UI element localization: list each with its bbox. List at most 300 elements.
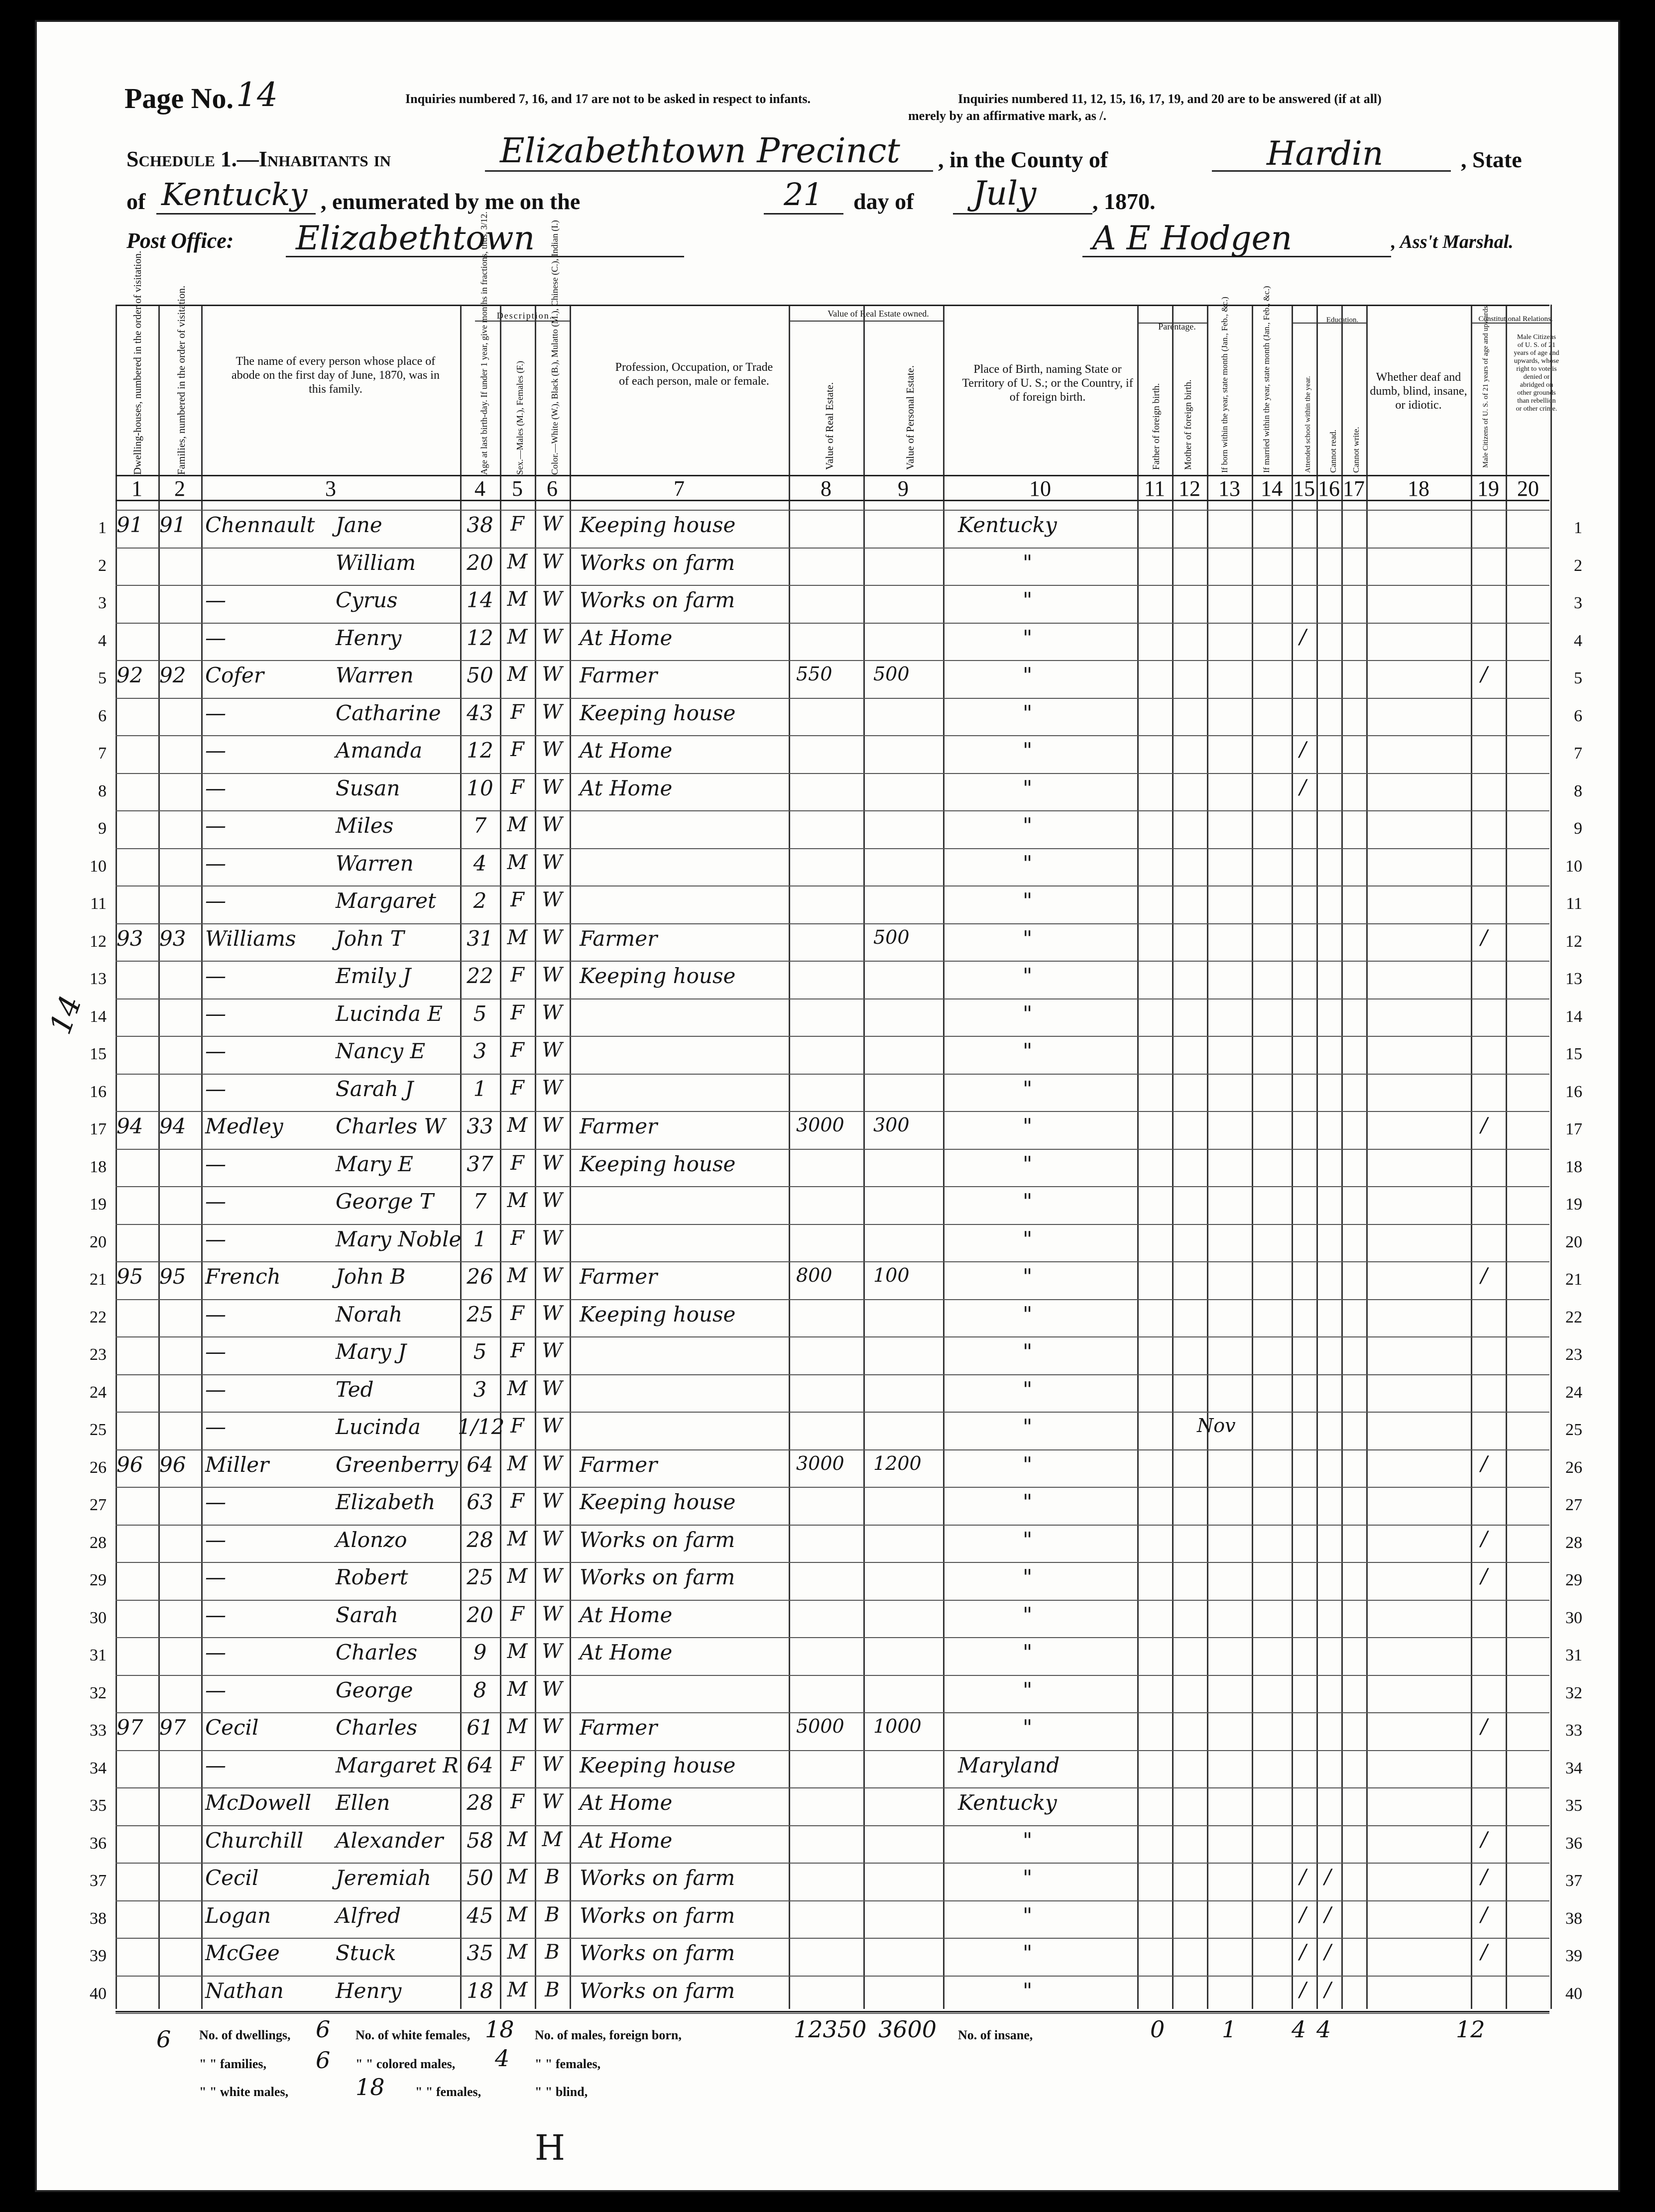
surname: — [205, 700, 226, 725]
surname: Chennault [205, 513, 315, 537]
row-number-right: 36 [1565, 1834, 1582, 1853]
given-name: Emily J [336, 964, 411, 988]
col12-header: Mother of foreign birth. [1183, 379, 1193, 470]
grid-row-line [116, 1712, 1549, 1713]
occupation: Farmer [580, 926, 658, 951]
color: B [545, 1866, 560, 1888]
grid-vline [1366, 305, 1368, 2009]
grid-vline [863, 305, 865, 2009]
dwelling-number: 92 [117, 663, 143, 687]
row-number-right: 10 [1565, 857, 1582, 876]
given-name: Amanda [336, 738, 423, 763]
birthplace: " [1023, 1527, 1033, 1552]
color: W [542, 1677, 563, 1701]
grid-vline [1341, 305, 1343, 2009]
sex: F [510, 1226, 524, 1250]
row-number-right: 13 [1565, 970, 1582, 988]
surname: — [205, 1377, 226, 1402]
grid-row-line [116, 1825, 1549, 1826]
given-name: Jeremiah [336, 1866, 431, 1890]
age: 64 [467, 1753, 493, 1777]
color: W [542, 1189, 563, 1212]
sex: M [507, 851, 528, 874]
age: 50 [467, 663, 493, 687]
color: W [542, 1226, 563, 1250]
dwelling-number: 95 [117, 1264, 143, 1289]
color: W [542, 964, 563, 987]
row-number-left: 35 [90, 1796, 107, 1815]
birthplace: " [1023, 1377, 1033, 1402]
birthplace: " [1023, 550, 1033, 575]
row-number-left: 28 [90, 1533, 107, 1552]
personal-estate-value: 300 [873, 1114, 910, 1136]
real-estate-value: 550 [796, 663, 832, 685]
row-number-left: 18 [90, 1157, 107, 1176]
grid-row-line [116, 1336, 1549, 1337]
age: 18 [467, 1978, 493, 2003]
grid-row-line [116, 623, 1549, 624]
age: 26 [467, 1264, 493, 1289]
birthplace: " [1023, 1151, 1033, 1176]
dwelling-number: 93 [117, 926, 143, 951]
cannot-read-mark: / [1324, 1978, 1331, 2001]
color: W [542, 1565, 563, 1588]
row-number-right: 1 [1574, 519, 1582, 537]
sex: M [507, 1527, 528, 1550]
sex: F [510, 964, 524, 987]
sex: M [507, 1452, 528, 1475]
grid-vline [789, 305, 790, 2009]
color: W [542, 1377, 563, 1400]
column-number: 14 [1261, 476, 1283, 501]
dwelling-number: 96 [117, 1452, 143, 1477]
schedule-label: Schedule 1.—Inhabitants in [126, 147, 391, 171]
row-number-left: 32 [90, 1683, 107, 1702]
grid-subhline [1137, 323, 1207, 324]
sex: F [510, 1602, 524, 1626]
row-number-left: 8 [98, 781, 107, 800]
grid-row-line [116, 1938, 1549, 1939]
color: W [542, 888, 563, 911]
inquiry-note: Inquiries numbered 7, 16, and 17 are not to be asked in respect to infants. [405, 92, 811, 106]
row-number-left: 17 [90, 1120, 107, 1138]
col8-header: Value of Real Estate. [824, 382, 835, 470]
color: W [542, 1302, 563, 1325]
given-name: William [336, 550, 416, 575]
birthplace: " [1023, 813, 1033, 838]
sex: M [507, 1828, 528, 1851]
day-value: 21 [784, 176, 823, 213]
precinct-value: Elizabethtown Precinct [500, 131, 900, 171]
given-name: Jane [336, 513, 382, 537]
column-number: 4 [474, 476, 485, 501]
age: 9 [473, 1640, 487, 1664]
grid-row-line [116, 1787, 1549, 1788]
given-name: Sarah J [336, 1076, 414, 1101]
sex: F [510, 1753, 524, 1776]
surname: — [205, 1415, 226, 1439]
row-number-right: 14 [1565, 1007, 1582, 1026]
row-number-left: 30 [90, 1608, 107, 1627]
sex: M [507, 813, 528, 836]
row-number-right: 40 [1565, 1984, 1582, 2003]
row-number-right: 32 [1565, 1683, 1582, 1702]
grid-subhline [1471, 323, 1550, 324]
occupation: Works on farm [580, 1978, 735, 2003]
family-number: 94 [159, 1114, 186, 1138]
grid-row-line [116, 1299, 1549, 1300]
given-name: Greenberry [336, 1452, 459, 1477]
row-number-left: 40 [90, 1984, 107, 2003]
col5-header: Sex.—Males (M.), Females (F.) [515, 360, 525, 475]
month-value: July [973, 174, 1037, 213]
color: W [542, 625, 563, 649]
birthplace: " [1023, 588, 1033, 612]
grid-vline [201, 305, 203, 2009]
surname: — [205, 1565, 226, 1589]
sex: F [510, 700, 524, 724]
row-number-left: 29 [90, 1571, 107, 1589]
color: W [542, 775, 563, 799]
real-estate-total: 12350 [794, 2016, 867, 2043]
grid-row-line [116, 1675, 1549, 1676]
sex: F [510, 1490, 524, 1513]
col10-header: Place of Birth, naming State or Territory of U. S.; or the Country, if of foreign birth. [962, 363, 1133, 404]
grid-row-line [116, 1149, 1549, 1150]
birthplace: " [1023, 1602, 1033, 1627]
col7-header: Profession, Occupation, or Trade of each person, male or female. [615, 361, 773, 388]
occupation: Farmer [580, 1114, 658, 1138]
surname: — [205, 1602, 226, 1627]
occupation: Works on farm [580, 588, 735, 612]
color: W [542, 1490, 563, 1513]
column-number: 10 [1029, 476, 1051, 501]
surname: Williams [205, 926, 296, 951]
age: 61 [467, 1715, 493, 1740]
column-number: 16 [1318, 476, 1340, 501]
birth-month: Nov [1197, 1415, 1236, 1437]
attended-school-mark: / [1300, 1978, 1306, 2001]
bottom-mark: H [535, 2127, 566, 2168]
c13-total: 1 [1222, 2016, 1237, 2043]
age: 58 [467, 1828, 493, 1853]
marshal-signature: A E Hodgen [1092, 219, 1293, 257]
surname: Miller [205, 1452, 269, 1477]
attended-school-mark: / [1300, 625, 1306, 649]
occupation: Keeping house [580, 1151, 736, 1176]
birthplace: Kentucky [958, 1790, 1057, 1815]
grid-row-line [116, 1863, 1549, 1864]
given-name: Sarah [336, 1602, 398, 1627]
grid-row-line [116, 1900, 1549, 1901]
grid-row-line [116, 1562, 1549, 1563]
grid-row-line [116, 510, 1549, 511]
birthplace: " [1023, 775, 1033, 800]
row-number-right: 22 [1565, 1308, 1582, 1327]
sex: M [507, 1715, 528, 1738]
grid-row-line [116, 1186, 1549, 1187]
col3-header: The name of every person whose place of abode on the first day of June, 1870, was in this family. [232, 355, 440, 396]
citizen-mark: / [1481, 1828, 1488, 1851]
age: 35 [467, 1941, 493, 1965]
birthplace: " [1023, 1866, 1033, 1890]
given-name: Warren [336, 851, 414, 876]
education-header: Education. [1326, 316, 1359, 324]
age: 1 [473, 1226, 487, 1251]
grid-row-line [116, 1261, 1549, 1262]
birthplace: " [1023, 851, 1033, 876]
color: W [542, 588, 563, 611]
birthplace: " [1023, 1490, 1033, 1514]
grid-vline [1471, 305, 1472, 2009]
row-number-right: 26 [1565, 1458, 1582, 1477]
post-office-value: Elizabethtown [296, 219, 535, 257]
surname: Cecil [205, 1866, 259, 1890]
sex: F [510, 738, 524, 761]
sex: F [510, 775, 524, 799]
males-foreign-label: No. of males, foreign born, [535, 2028, 682, 2042]
surname: — [205, 1076, 226, 1101]
row-number-right: 6 [1574, 706, 1582, 725]
sex: M [507, 1978, 528, 2001]
citizen-mark: / [1481, 663, 1488, 686]
day-of-label: day of [853, 189, 914, 214]
sex: M [507, 1941, 528, 1964]
sex: M [507, 1640, 528, 1663]
row-number-left: 22 [90, 1308, 107, 1327]
grid-vline [1172, 305, 1174, 2009]
grid-vline [1316, 305, 1318, 2009]
c16-total: 4 [1316, 2016, 1331, 2043]
family-number: 92 [159, 663, 186, 687]
age: 7 [473, 1189, 487, 1214]
c19-total: 12 [1456, 2016, 1485, 2043]
given-name: Charles [336, 1640, 418, 1664]
column-number: 20 [1517, 476, 1539, 501]
parentage-header: Parentage. [1158, 322, 1196, 332]
surname: — [205, 1339, 226, 1364]
row-number-left: 34 [90, 1759, 107, 1777]
age: 3 [473, 1039, 487, 1063]
grid-vline [1207, 305, 1208, 2009]
family-number: 96 [159, 1452, 186, 1477]
sex: M [507, 1264, 528, 1287]
citizen-mark: / [1481, 1264, 1488, 1287]
row-number-left: 7 [98, 744, 107, 763]
surname: — [205, 1039, 226, 1063]
column-number: 3 [325, 476, 336, 501]
age: 50 [467, 1866, 493, 1890]
cannot-read-mark: / [1324, 1903, 1331, 1926]
column-number: 12 [1179, 476, 1200, 501]
surname: — [205, 888, 226, 913]
white-females-label: No. of white females, [355, 2028, 471, 2042]
attended-school-mark: / [1300, 1941, 1306, 1964]
sex: F [510, 1790, 524, 1813]
county-label: , in the County of [938, 147, 1108, 172]
surname: — [205, 1677, 226, 1702]
birthplace: " [1023, 1189, 1033, 1214]
citizen-mark: / [1481, 1114, 1488, 1137]
birthplace: " [1023, 1339, 1033, 1364]
given-name: Nancy E [336, 1039, 426, 1063]
row-number-left: 6 [98, 706, 107, 725]
dwellings-label: No. of dwellings, [199, 2028, 291, 2042]
left-mark: 14 [43, 991, 89, 1039]
grid-row-line [116, 961, 1549, 962]
enumerated-label: , enumerated by me on the [321, 189, 581, 214]
age: 5 [473, 1001, 487, 1026]
column-number: 8 [821, 476, 831, 501]
surname: Logan [205, 1903, 271, 1928]
attended-school-mark: / [1300, 738, 1306, 761]
row-number-right: 24 [1565, 1383, 1582, 1402]
age: 5 [473, 1339, 487, 1364]
occupation: Keeping house [580, 513, 736, 537]
grid-row-line [116, 2013, 1549, 2014]
birthplace: " [1023, 1903, 1033, 1928]
grid-vline [116, 305, 117, 2009]
given-name: John B [336, 1264, 406, 1289]
age: 20 [467, 550, 493, 575]
surname: — [205, 775, 226, 800]
of-label: of [126, 189, 146, 214]
surname: — [205, 625, 226, 650]
row-number-right: 25 [1565, 1421, 1582, 1439]
grid-vline [1506, 305, 1507, 2009]
given-name: Miles [336, 813, 394, 838]
dwellings-value: 6 [316, 2016, 331, 2043]
age: 45 [467, 1903, 493, 1928]
surname: — [205, 1302, 226, 1327]
age: 3 [473, 1377, 487, 1402]
row-number-left: 39 [90, 1947, 107, 1965]
given-name: George T [336, 1189, 434, 1214]
color: W [542, 1114, 563, 1137]
c15-total: 4 [1292, 2016, 1306, 2043]
given-name: Alfred [336, 1903, 401, 1928]
year-label: , 1870. [1092, 189, 1156, 214]
color: W [542, 1339, 563, 1362]
given-name: Henry [336, 625, 402, 650]
given-name: Warren [336, 663, 414, 687]
birthplace: " [1023, 888, 1033, 913]
birthplace: " [1023, 1677, 1033, 1702]
birthplace: " [1023, 1978, 1033, 2003]
birthplace: " [1023, 1039, 1033, 1063]
given-name: George [336, 1677, 413, 1702]
sex: F [510, 888, 524, 911]
column-number: 17 [1343, 476, 1365, 501]
row-number-right: 33 [1565, 1721, 1582, 1740]
constitutional-header: Constitutional Relations. [1478, 315, 1553, 323]
row-number-right: 37 [1565, 1872, 1582, 1890]
age: 25 [467, 1565, 493, 1589]
inquiry-note-3: merely by an affirmative mark, as /. [908, 109, 1107, 123]
citizen-mark: / [1481, 1452, 1488, 1475]
column-number: 6 [547, 476, 558, 501]
row-number-left: 33 [90, 1721, 107, 1740]
grid-vline [943, 305, 945, 2009]
occupation: At Home [580, 1602, 673, 1627]
row-number-right: 2 [1574, 556, 1582, 575]
col20-header: Male Citizens of U. S. of 21 years of age and upwards, whose right to vote is denied or abridged on other grounds than rebellion or other crime. [1514, 333, 1559, 413]
grid-vline [570, 305, 571, 2009]
col15-header: Attended school within the year. [1304, 376, 1312, 473]
surname: McDowell [205, 1790, 312, 1815]
sex: M [507, 1114, 528, 1137]
row-number-right: 30 [1565, 1608, 1582, 1627]
row-number-left: 25 [90, 1421, 107, 1439]
occupation: At Home [580, 625, 673, 650]
col17-header: Cannot write. [1351, 427, 1361, 473]
row-number-right: 31 [1565, 1646, 1582, 1664]
real-estate-value: 800 [796, 1264, 832, 1286]
age: 8 [473, 1677, 487, 1702]
row-number-left: 20 [90, 1232, 107, 1251]
occupation: Works on farm [580, 1866, 735, 1890]
color: W [542, 1264, 563, 1287]
birthplace: " [1023, 1640, 1033, 1664]
attended-school-mark: / [1300, 1903, 1306, 1926]
age: 63 [467, 1490, 493, 1514]
age: 25 [467, 1302, 493, 1327]
age: 43 [467, 700, 493, 725]
sex: F [510, 1302, 524, 1325]
grid-subhline [1292, 323, 1366, 324]
given-name: John T [336, 926, 404, 951]
state-line [156, 213, 316, 215]
post-office-label: Post Office: [126, 228, 234, 253]
birthplace: " [1023, 1302, 1033, 1327]
grid-hline [116, 2011, 1549, 2012]
grid-row-line [116, 1224, 1549, 1225]
grid-row-line [116, 810, 1549, 811]
surname: Churchill [205, 1828, 304, 1853]
page-number: 14 [236, 76, 278, 114]
row-number-right: 23 [1565, 1345, 1582, 1364]
given-name: Charles [336, 1715, 418, 1740]
c11-total: 0 [1150, 2016, 1165, 2043]
column-number: 7 [674, 476, 685, 501]
surname: McGee [205, 1941, 280, 1965]
birthplace: " [1023, 964, 1033, 988]
col6-header: Color.—White (W.), Black (B.), Mulatto (M.), Chinese (C.), Indian (I.) [550, 220, 560, 475]
citizen-mark: / [1481, 1866, 1488, 1888]
family-number: 97 [159, 1715, 186, 1740]
grid-row-line [116, 1487, 1549, 1488]
row-number-right: 3 [1574, 594, 1582, 612]
colored-females-label: " " females, [415, 2085, 481, 2099]
real-estate-value: 3000 [796, 1114, 844, 1136]
age: 1/12 [458, 1415, 505, 1439]
color: W [542, 1415, 563, 1438]
occupation: Keeping house [580, 1302, 736, 1327]
grid-row-line [116, 1412, 1549, 1413]
age: 12 [467, 738, 493, 763]
sex: F [510, 1001, 524, 1024]
column-number: 2 [174, 476, 185, 501]
age: 10 [467, 775, 493, 800]
given-name: Mary E [336, 1151, 413, 1176]
age: 31 [467, 926, 493, 951]
attended-school-mark: / [1300, 775, 1306, 799]
age: 28 [467, 1790, 493, 1815]
females-foreign-label: " " females, [535, 2057, 601, 2071]
row-number-left: 1 [98, 519, 107, 537]
grid-row-line [116, 998, 1549, 999]
row-number-left: 5 [98, 669, 107, 687]
